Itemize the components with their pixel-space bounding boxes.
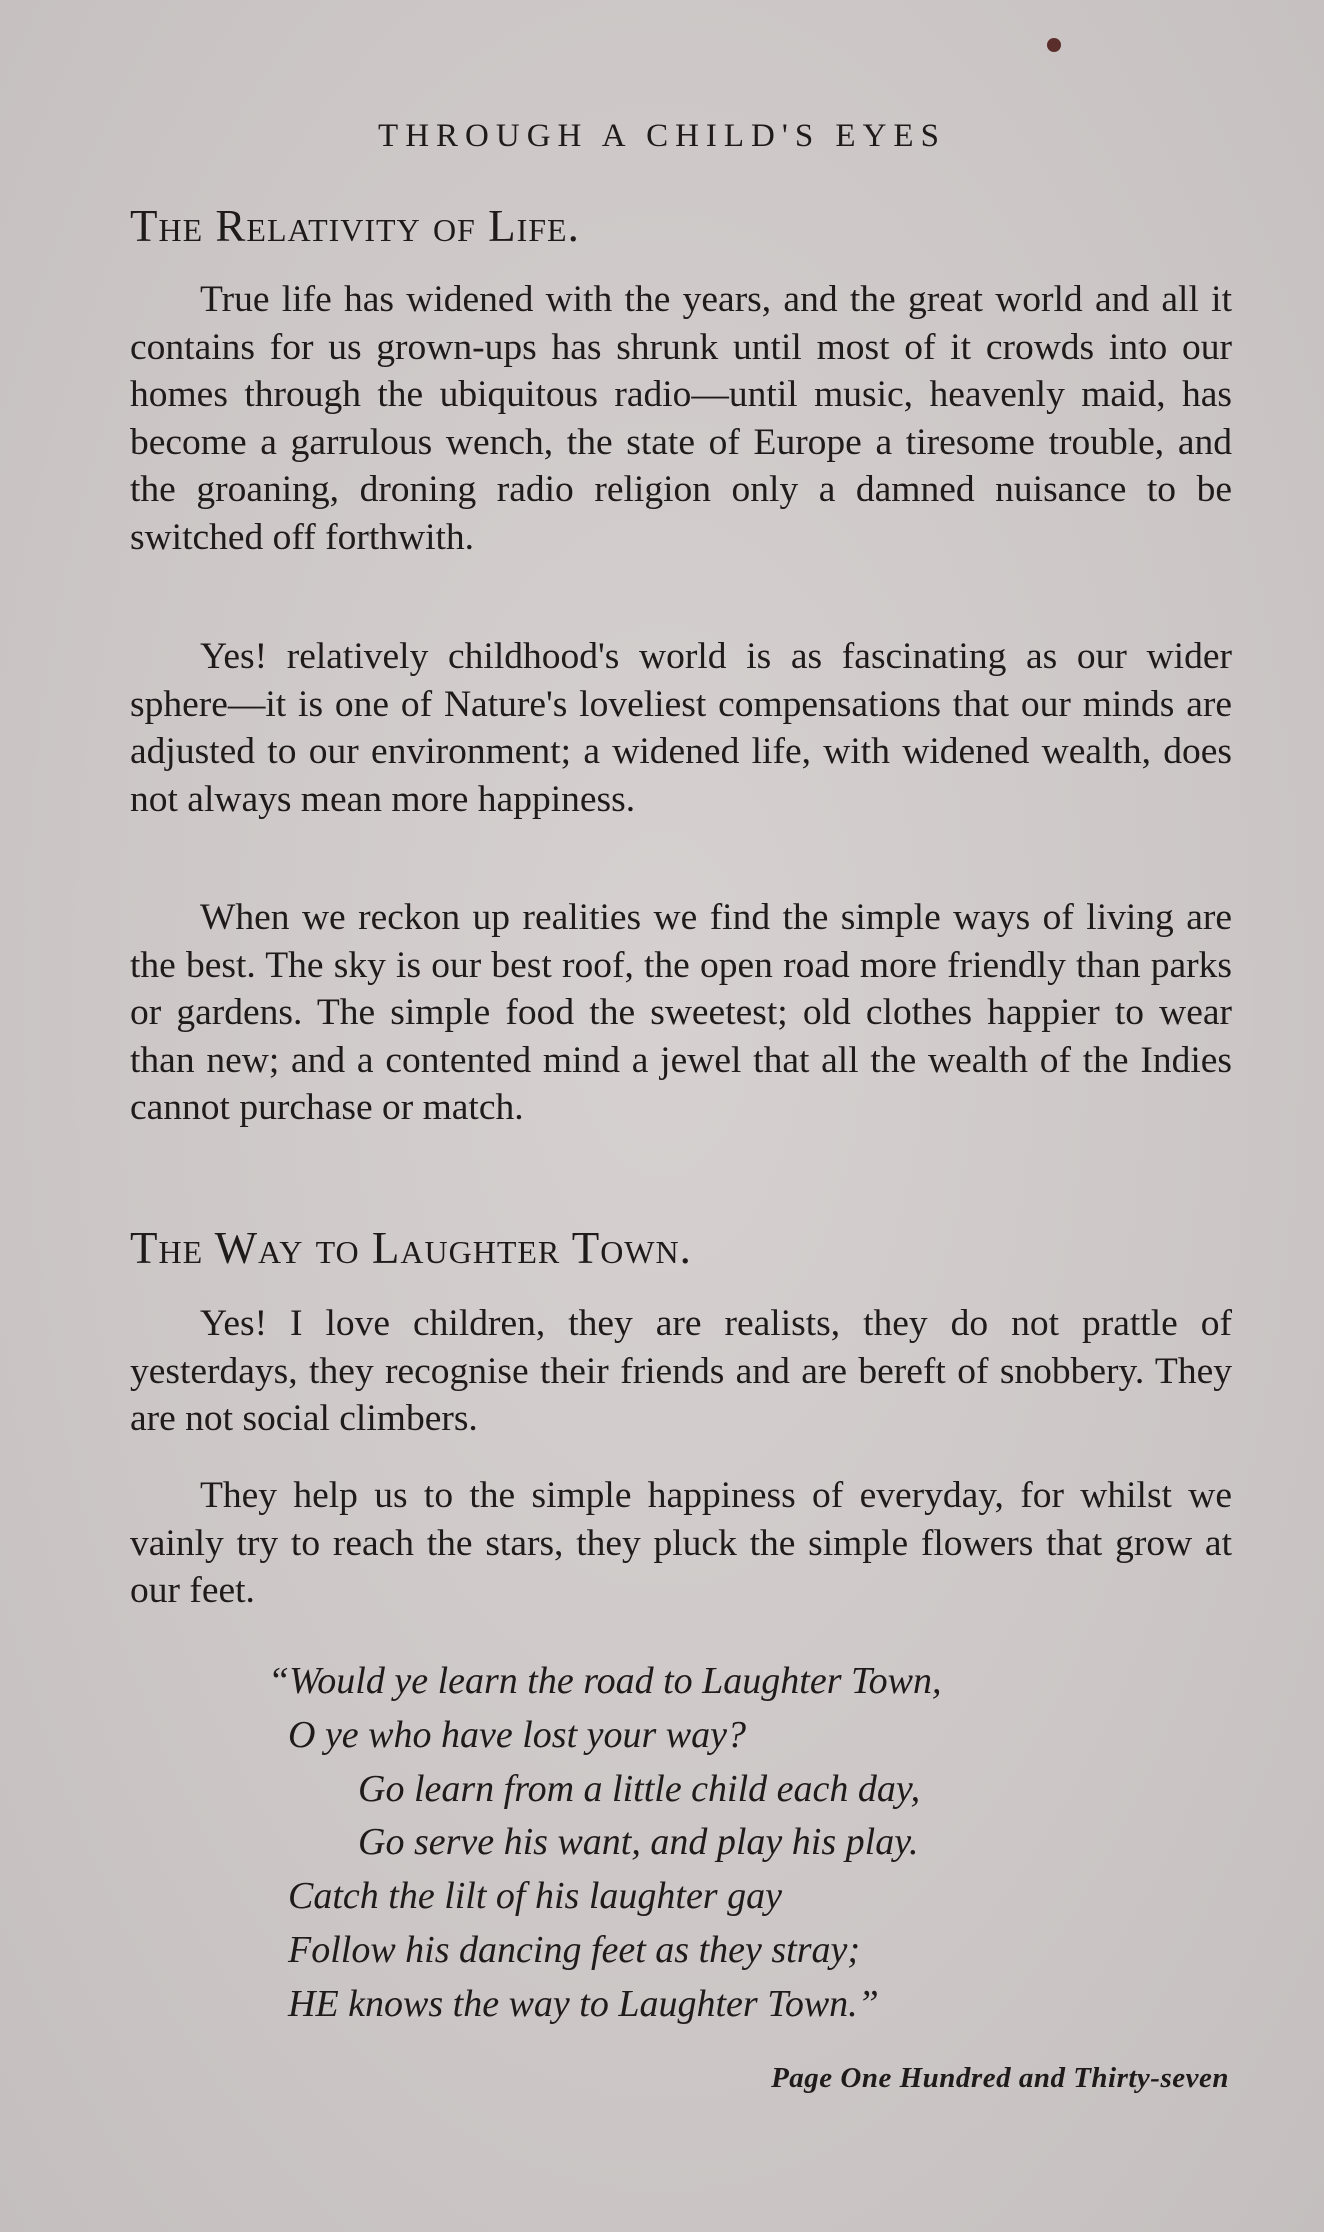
- running-head: THROUGH A CHILD'S EYES: [378, 118, 946, 154]
- paragraph-yes-relatively: Yes! relatively childhood's world is as fascinating as our wider sphere—it is one of Nature's loveliest compensations that our minds are adjusted to our environment; a widened life, with widened wealth, does not always mean more happiness.: [130, 636, 1232, 820]
- paragraph-simple-ways: When we reckon up realities we find the simple ways of living are the best. The sky is our best roof, the open road more friendly than parks or gardens. The simple food the sweetest; old clothes happier to wear than new; and a contented mind a jewel that all the wealth of the Indies cannot purchase or match.: [130, 897, 1232, 1129]
- page-number-footer: Page One Hundred and Thirty-seven: [771, 2062, 1229, 2094]
- poem-line: HE knows the way to Laughter Town.”: [288, 1982, 879, 2025]
- ink-speck: [1047, 38, 1061, 52]
- poem-line: Catch the lilt of his laughter gay: [288, 1875, 782, 1918]
- poem-line: Go learn from a little child each day,: [358, 1767, 921, 1810]
- poem-line: Go serve his want, and play his play.: [358, 1821, 919, 1864]
- paragraph-simple-happiness: They help us to the simple happiness of everyday, for whilst we vainly try to reach the stars, they pluck the simple flowers that grow at our feet.: [130, 1475, 1232, 1612]
- paragraph-true-life: True life has widened with the years, and the great world and all it contains for us grown-ups has shrunk until most of it crowds into our homes through the ubiquitous radio—until music, heavenly maid, has become a garrulous wench, the state of Europe a tiresome trouble, and the groaning, droning radio religion only a damned nuisance to be switched off forthwith.: [130, 279, 1232, 558]
- poem: [268, 1655, 942, 2032]
- poem-line: O ye who have lost your way?: [288, 1713, 747, 1756]
- paragraph-love-children: Yes! I love children, they are realists, they do not prattle of yesterdays, they recognise their friends and are bereft of snobbery. They are not social climbers.: [130, 1303, 1232, 1440]
- section-title-relativity: The Relativity of Life.: [130, 201, 580, 251]
- section-title-laughter-town: The Way to Laughter Town.: [130, 1223, 692, 1273]
- poem-line: “Would ye learn the road to Laughter Town,: [268, 1660, 942, 1702]
- poem-line: Follow his dancing feet as they stray;: [288, 1928, 861, 1971]
